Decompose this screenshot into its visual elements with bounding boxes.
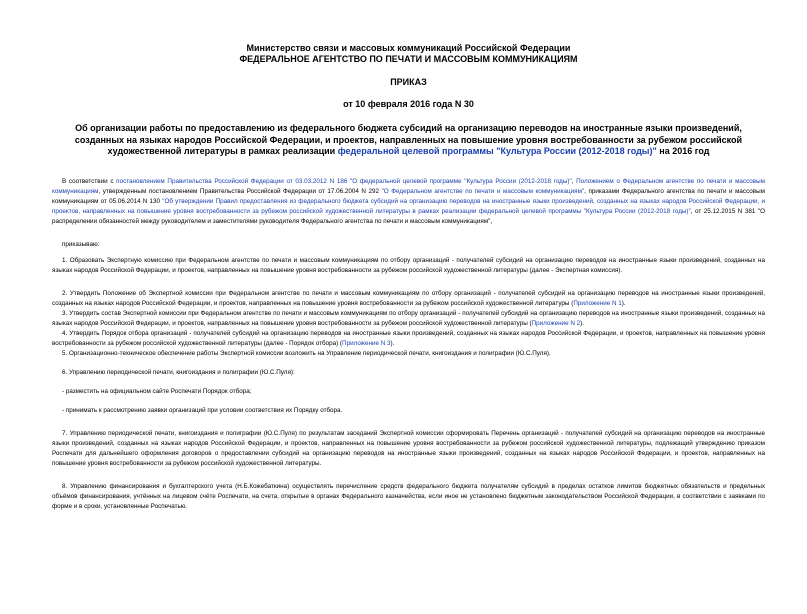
item-text: ). <box>621 299 626 307</box>
document-body <box>52 177 765 512</box>
document-type: ПРИКАЗ <box>390 77 427 87</box>
preamble-text: В соответствии с <box>62 177 117 185</box>
preamble-text: , от 25.12.2015 N 381 "О распределении обязанностей между руководителем и заместителями руководителя Федерального агентства по печати и массовым коммуникациям", <box>52 207 765 225</box>
title-text-1: Об организации работы по предоставлению из федерального бюджета субсидий на организацию переводов на иностранные языки произведений, созданных на языках народов Российской Федерации, и проектов, направленных на повышение уровня востребованности за рубежом российской художественной литературы в рамках реализации <box>74 123 743 156</box>
document-header <box>52 43 765 110</box>
item-7: 7. Управлению периодической печати, книгоиздания и полиграфии (Ю.С.Пуля) по результатам заседаний Экспертной комиссии сформировать Перечень организаций - получателей субсидий на организацию переводов на иностранные языки произведений, созданных на языках народов Российской Федерации, и проектов, направленных на повышение уровня востребованности за рубежом российской художественной литературы, подлежащий утверждению приказом Роспечати для дальнейшего оформления договоров о предоставлении субсидий на организацию переводов на иностранные языки произведений, созданных на языках народов Российской Федерации, и проектов, направленных на повышение уровня востребованности за рубежом российской художественной литературы. <box>52 429 765 467</box>
document-date-number: от 10 февраля 2016 года N 30 <box>343 99 474 109</box>
preamble-text: , <box>571 177 577 185</box>
preamble-paragraph <box>52 177 765 227</box>
agency-regulation-link[interactable]: Положением о Федеральном агентстве по печати и массовым коммуникациям <box>52 177 765 195</box>
agency-name: ФЕДЕРАЛЬНОЕ АГЕНТСТВО ПО ПЕЧАТИ И МАССОВЫМ КОММУНИКАЦИЯМ <box>239 54 578 64</box>
item-text: 3. Утвердить состав Экспертной комиссии при Федеральном агентстве по печати и массовым коммуникациям по отбору организаций - получателей субсидий на организацию переводов на иностранные языки произведений, созданных на языках народов Российской Федерации, и проектов, направленных на повышение уровня востребованности за рубежом российской художественной литературы ( <box>52 309 765 327</box>
item-6-sub-b: - принимать к рассмотрению заявки организаций при условии соответствия их Порядку отбора. <box>62 406 343 414</box>
resolution-292-link[interactable]: "О Федеральном агентстве по печати и массовым коммуникациям" <box>381 187 585 195</box>
item-5: 5. Организационно-техническое обеспечение работы Экспертной комиссии возложить на Управление периодической печати, книгоиздания и полиграфии (Ю.С.Пуля). <box>62 349 551 357</box>
order-word: приказываю: <box>62 240 100 248</box>
document-title <box>52 123 765 158</box>
item-text: 4. Утвердить Порядок отбора организаций - получателей субсидий на организацию переводов на иностранные языки произведений, созданных на языках народов Российской Федерации, и проектов, направленных на повышение уровня востребованности за рубежом российской художественной литературы (далее - Порядок отбора) ( <box>52 329 765 347</box>
resolution-186-link[interactable]: постановлением Правительства Российской Федерации от 03.03.2012 N 186 "О федеральной целевой программе "Культура России (2012-2018 годы)" <box>116 177 572 185</box>
item-1: 1. Образовать Экспертную комиссию при Федеральном агентстве по печати и массовым коммуникациям по отбору организаций - получателей субсидий на организацию переводов на иностранные языки произведений, созданных на языках народов Российской Федерации, и проектов, направленных на повышение уровня востребованности за рубежом российской художественной литературы (далее - Экспертная комиссия). <box>52 256 765 274</box>
item-text: ). <box>390 339 395 347</box>
item-6: 6. Управлению периодической печати, книгоиздания и полиграфии (Ю.С.Пуля): <box>62 368 295 376</box>
item-3 <box>52 309 765 329</box>
item-text: ). <box>580 319 584 327</box>
item-text: 2. Утвердить Положение об Экспертной комиссии при Федеральном агентстве по печати и массовым коммуникациям по отбору организаций - получателей субсидий на организацию переводов на иностранные языки произведений, созданных на языках народов Российской Федерации, и проектов, направленных на повышение уровня востребованности за рубежом российской художественной литературы ( <box>52 289 765 307</box>
appendix-3-link[interactable]: Приложение N 3 <box>342 339 391 347</box>
title-text-2: на 2016 год <box>656 146 710 156</box>
appendix-1-link[interactable]: Приложение N 1 <box>573 299 622 307</box>
preamble-text: , приказами Федерального агентства по печати и массовым коммуникациям от 05.06.2014 N 130 <box>52 187 765 205</box>
item-2 <box>52 289 765 309</box>
title-program-link[interactable]: федеральной целевой программы "Культура России (2012-2018 годы)" <box>337 146 657 156</box>
item-4 <box>52 329 765 349</box>
document-page <box>0 43 807 614</box>
ministry-name: Министерство связи и массовых коммуникаций Российской Федерации <box>246 43 571 53</box>
item-6-sub-a: - разместить на официальном сайте Роспечати Порядок отбора; <box>62 387 252 395</box>
item-8: 8. Управлению финансирования и бухгалтерского учета (Н.Б.Кожебаткина) осуществлять перечисление средств федерального бюджета получателям субсидий в пределах остатков лимитов бюджетных обязательств и предельных объёмов финансирования, учтённых на лицевом счёте Роспечати, на счета, открытые в органах Федерального казначейства, если иное не установлено бюджетным законодательством Российской Федерации, в соответствии с заявками по форме и в сроки, установленные Роспечатью. <box>52 482 765 510</box>
order-130-link[interactable]: "Об утверждении Правил предоставления из федерального бюджета субсидий на организацию переводов на иностранные языки произведений, созданных на языках народов Российской Федерации, и проектов, направленных на повышение уровня востребованности за рубежом российской художественной литературы в рамках реализации федеральной целевой программы "Культура России (2012-2018 годы)" <box>52 197 765 215</box>
preamble-text: , утвержденным постановлением Правительства Российской Федерации от 17.06.2004 N 292 <box>98 187 382 195</box>
appendix-2-link[interactable]: Приложение N 2 <box>531 319 581 327</box>
